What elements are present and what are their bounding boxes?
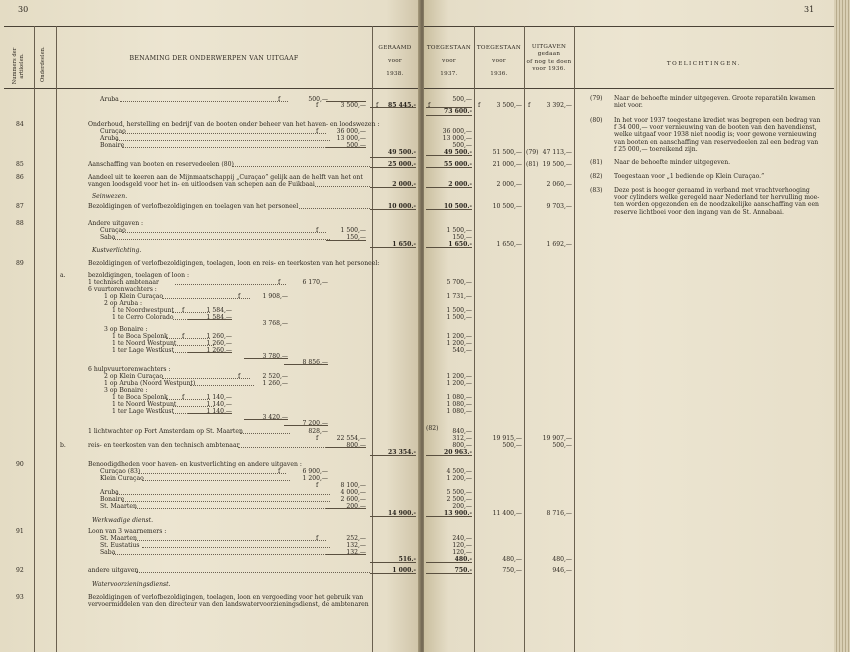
amount-uitgaven-1936: 946,— [552,567,572,574]
subtotal-rule [188,352,232,353]
note-ref: (81) [526,161,539,168]
amount-toegestaan-1937: 1 650.- [448,241,472,248]
item-description: 1 ter Lage Westkust [112,408,174,415]
item-description: 1 ter Lage Westkust [112,347,174,354]
item-description: Bezoldigingen of verlofbezoldigingen, toelagen, loon en reis- en teerkosten van het personeel: [88,260,380,267]
currency-f: f [428,102,431,109]
amount-toegestaan-1937: 312,— [452,435,472,442]
currency-f: f [316,128,319,135]
right-page [424,0,834,652]
item-description: vangen loodsgeld voor het in- en uitloodsen van schepen aan de Fuikbaai [88,181,315,188]
item-description: andere uitgaven [88,567,139,574]
amount-toegestaan-1937: 20 963.- [444,449,472,456]
amount-geraamd: 516.- [398,556,416,563]
header-top-rule [4,26,420,27]
subtotal-rule [188,413,232,414]
subtotal-rule [326,240,366,241]
amount: 7 200,— [302,420,328,427]
right-page-number: 31 [804,5,815,14]
amount: 500,— [346,142,366,149]
item-description: Andere uitgaven : [88,220,144,227]
amount-geraamd: 25 000.- [388,161,416,168]
amount-toegestaan-1937: 13 000,— [442,135,472,142]
amount: 3 420,— [262,414,288,421]
amount-toegestaan-1937: 1 731,— [446,293,472,300]
subtotal-rule [370,107,416,108]
article-number: 86 [16,174,24,181]
amount-toegestaan-1937: 120,— [452,542,472,549]
amount: 252,— [346,535,366,542]
amount-toegestaan-1937: 120,— [452,549,472,556]
amount-toegestaan-1937: 73 600.- [444,108,472,115]
amount-uitgaven-1936: 480,— [552,556,572,563]
subtotal-rule [326,101,366,102]
amount-toegestaan-1936: 750,— [502,567,522,574]
amount: 13 000,— [336,135,366,142]
subtotal-rule [426,167,472,168]
currency-f: f [182,394,185,401]
item-description: Curaçao (83) [100,468,141,475]
amount: 500,— [308,96,328,103]
subtotal-rule [188,319,232,320]
amount-toegestaan-1936: 480,— [502,556,522,563]
col-rule-t36 [524,26,525,652]
item-description: bezoldigingen, toelagen of loon : [88,272,190,279]
subtotal-rule [370,157,416,158]
note-text: niet voor. [614,102,643,110]
amount-toegestaan-1936: 500,— [502,442,522,449]
currency-f: f [182,307,185,314]
item-description: 1 technisch ambtenaar [88,279,159,286]
currency-f: f [478,102,481,109]
item-description: 2 op Klein Curaçao [104,373,164,380]
amount-toegestaan-1936: 11 400,— [492,510,522,517]
note-ref: (83) [590,187,603,194]
leader-dots [136,572,370,573]
amount: 1 260,— [206,347,232,354]
amount: 8 856,— [302,359,328,366]
amount-toegestaan-1937: 240,— [452,535,472,542]
subtotal-rule [370,167,416,168]
amount-geraamd: 23 354.- [388,449,416,456]
amount: 150,— [346,234,366,241]
item-description: 1 lichtwachter op Fort Amsterdam op St. Maarten [88,428,243,435]
amount-toegestaan-1937: 200,— [452,503,472,510]
leader-dots [315,186,370,187]
subtotal-rule [370,562,416,563]
item-description: 1 te Cerro Colorado [112,314,174,321]
item-description: St. Maarten [100,503,137,510]
item-description: Aruba [100,135,119,142]
col-rule-ond [56,26,57,652]
currency-f: f [376,102,379,109]
item-description: Kustverlichting. [92,247,142,254]
header-bottom-rule [4,88,420,89]
item-description: Bonaire [100,496,125,503]
item-description: Benoodigdheden voor haven- en kustverlichting en andere uitgaven : [88,461,302,468]
subtotal-rule [426,516,472,517]
amount: 1 908,— [262,293,288,300]
leader-dots [240,433,290,434]
amount: 1 260,— [262,380,288,387]
amount-toegestaan-1936: 21 000,— [492,161,522,168]
article-number: 91 [16,528,24,535]
item-description: 1 te Noord Westpunt [112,401,177,408]
amount: 3 780,— [262,353,288,360]
leader-dots [113,239,330,240]
currency-f: f [316,535,319,542]
subtotal-rule [326,554,366,555]
amount-toegestaan-1937: 750.- [454,567,472,574]
amount-uitgaven-1936: 47 113,— [542,149,572,156]
note-ref: (82) [426,425,439,432]
amount: 200,— [346,503,366,510]
subtotal-rule [370,516,416,517]
note-text: Toegestaan voor „1 bediende op Klein Curaçao.” [614,173,765,180]
currency-f: f [278,279,281,286]
amount-toegestaan-1937: 1 080,— [446,408,472,415]
header-toegestaan-1937: TOEGESTAAN voor 1937. [426,45,472,78]
item-description: 1 te Noord Westpunt [112,340,177,347]
leader-dots [232,166,370,167]
note-text: reserve lichtboei voor den ingang van de St. Annabaai. [614,208,784,216]
amount-toegestaan-1937: 49 500.- [444,149,472,156]
amount-uitgaven-1936: 19 907,— [542,435,572,442]
note-text: Naar de behoefte minder uitgegeven. [614,159,731,166]
header-top-rule-right [424,26,834,27]
amount: 1 260,— [206,333,232,340]
amount-toegestaan-1937: 13 900.- [444,510,472,517]
amount: 36 000,— [336,128,366,135]
subtotal-rule [284,364,328,365]
amount-toegestaan-1937: 36 000,— [442,128,472,135]
amount-toegestaan-1937: 1 080,— [446,394,472,401]
subtotal-rule [426,155,472,156]
header-toegestaan-1936: TOEGESTAAN voor 1936. [476,45,522,78]
amount: 1 500,— [340,227,366,234]
item-description: 1 op Klein Curaçao [104,293,164,300]
header-toelichtingen: TOELICHTINGEN. [666,61,742,67]
item-description: Saba [100,549,116,556]
header-geraamd: GERAAMD voor 1938. [378,45,412,78]
subtotal-rule [370,247,416,248]
leader-dots [175,284,286,285]
amount-toegestaan-1936: 1 650,— [496,241,522,248]
amount: 4 000,— [340,489,366,496]
item-description: St. Maarten [100,535,137,542]
amount-toegestaan-1937: 150,— [452,234,472,241]
note-text: welke uitgaaf voor 1938 niet noodig is; voor gewone vernieuwing [614,131,817,139]
amount-toegestaan-1937: 840,— [452,428,472,435]
subtotal-rule [326,147,366,148]
amount-toegestaan-1937: 2 500,— [446,496,472,503]
note-text: f 34 000,— voor vernieuwing van de booten van den havendienst, [614,124,817,132]
subtotal-rule [426,455,472,456]
amount-toegestaan-1937: 55 000.- [444,161,472,168]
item-description: 1 te Boca Spelonk [112,333,168,340]
amount: 2 600,— [340,496,366,503]
subtotal-rule [426,562,472,563]
item-description: Seinwezen. [92,193,128,200]
amount-geraamd: 85 445.- [388,102,416,109]
amount: 6 170,— [302,279,328,286]
article-number: 85 [16,161,24,168]
amount: 1 584,— [206,314,232,321]
amount-toegestaan-1937: 500,— [452,142,472,149]
item-description: Aruba [100,96,119,103]
item-description: Aruba [100,489,119,496]
leader-dots [142,547,330,548]
item-description: 3 op Bonaire : [104,326,148,333]
amount-toegestaan-1937: 1 200,— [446,380,472,387]
item-description: Bonaire [100,142,125,149]
amount-uitgaven-1936: 19 500,— [542,161,572,168]
amount-toegestaan-1937: 5 700,— [446,279,472,286]
subtotal-rule [370,187,416,188]
currency-f: f [182,333,185,340]
amount-uitgaven-1936: 9 703,— [546,203,572,210]
col-rule-u36 [574,26,575,652]
currency-f: f [528,102,531,109]
amount: 132,— [346,549,366,556]
amount: 22 554,— [336,435,366,442]
item-description: Bezoldigingen of verlofbezoldigingen en toelagen van het personeel [88,203,299,210]
leader-dots [113,554,330,555]
header-uitgaven-1936: UITGAVEN gedaan of nog te doen voor 1936. [526,44,572,73]
item-description: 3 op Bonaire : [104,387,148,394]
leader-dots [120,101,288,102]
leader-dots [122,501,330,502]
amount: 1 140,— [206,408,232,415]
item-description: Aandeel uit te keeren aan de Mijnmaatschappij „Curaçao” gelijk aan de helft van het ont [88,174,363,181]
note-text: Deze post is hooger geraamd in verband met vrachtverhooging [614,187,810,194]
amount: 132,— [346,542,366,549]
amount-toegestaan-1937: 1 200,— [446,333,472,340]
item-description: Saba [100,234,116,241]
amount: 1 140,— [206,401,232,408]
note-text: f 25 000,— toereikend zijn. [614,145,698,153]
amount-toegestaan-1937: 1 500,— [446,227,472,234]
note-ref: (81) [590,159,603,166]
amount-toegestaan-1937: 4 500,— [446,468,472,475]
item-description: St. Eustatius [100,542,140,549]
amount: 2 520,— [262,373,288,380]
amount-toegestaan-1937: 480.- [454,556,472,563]
amount-geraamd: 1 000.- [392,567,416,574]
col-rule-t37 [474,26,475,652]
currency-f: f [316,482,319,489]
header-ond: Onderdeelen. [40,46,46,82]
article-number: 84 [16,121,24,128]
currency-f: f [316,227,319,234]
amount-geraamd: 14 900.- [388,510,416,517]
left-page-number: 30 [18,5,29,14]
amount-uitgaven-1936: 500,— [552,442,572,449]
subtotal-rule [244,358,288,359]
note-text: voor cylinders welke geregeld naar Nederland ter hervulling moe- [614,194,820,202]
leader-dots [122,133,326,134]
article-number: 88 [16,220,24,227]
amount-uitgaven-1936: 2 060,— [546,181,572,188]
subtotal-rule [284,425,328,426]
subtotal-rule [244,419,288,420]
subtotal-rule [326,508,366,509]
note-ref: (82) [590,173,603,180]
subtotal-rule [426,187,472,188]
article-number: 87 [16,203,24,210]
item-description: Curaçao [100,227,126,234]
leader-dots [238,447,330,448]
leader-dots [138,473,286,474]
currency-f: f [316,102,319,109]
amount-uitgaven-1936: 3 392,— [546,102,572,109]
item-description: Loon van 3 waarnemers : [88,528,167,535]
col-rule-art [34,26,35,652]
item-description: 1 te Boca Spelonk [112,394,168,401]
leader-dots [116,494,330,495]
leader-dots [122,232,326,233]
item-description: Werkwadige dienst. [92,517,154,524]
subtotal-rule [426,573,472,574]
amount: 1 584,— [206,307,232,314]
note-text: van booten en aanschaffing van reservedeelen zal een bedrag van [614,138,819,146]
amount-toegestaan-1937: 5 500,— [446,489,472,496]
amount: 1 260,— [206,340,232,347]
amount: 828,— [308,428,328,435]
leader-dots [122,147,330,148]
article-number: 89 [16,260,24,267]
amount-geraamd: 10 000.- [388,203,416,210]
item-description: Onderhoud, herstelling en bedrijf van de booten onder beheer van het haven- en loodswezen : [88,121,380,128]
item-description: 6 hulpvuurtorenwachters : [88,366,171,373]
item-description: Klein Curaçao [100,475,144,482]
leader-dots [135,540,326,541]
amount-toegestaan-1936: 2 000,— [496,181,522,188]
amount-toegestaan-1937: 1 200,— [446,340,472,347]
subtotal-rule [370,455,416,456]
item-description: 6 vuurtorenwachters : [88,286,157,293]
subtotal-rule [370,209,416,210]
note-text: Naar de behoefte minder uitgegeven. Groote reparatiën kwamen [614,95,816,102]
amount-toegestaan-1937: 1 080,— [446,401,472,408]
amount-toegestaan-1937: 1 200,— [446,475,472,482]
article-number: 93 [16,594,24,601]
amount: 6 900,— [302,468,328,475]
note-ref: (79) [590,95,603,102]
amount: 3 768,— [262,320,288,327]
amount: 1 140,— [206,394,232,401]
amount-toegestaan-1936: 3 500,— [496,102,522,109]
subtotal-rule [370,573,416,574]
amount-uitgaven-1936: 1 692,— [546,241,572,248]
amount-toegestaan-1937: 1 500,— [446,307,472,314]
article-number: 90 [16,461,24,468]
leader-dots [135,508,330,509]
leader-dots [142,480,290,481]
amount-toegestaan-1937: 500,— [452,96,472,103]
amount-geraamd: 1 650.- [392,241,416,248]
amount-uitgaven-1936: 8 716,— [546,510,572,517]
currency-f: f [316,435,319,442]
header-bottom-rule-right [424,88,834,89]
leader-dots [162,378,250,379]
amount: 8 100,— [340,482,366,489]
subtotal-rule [426,247,472,248]
item-description: Aanschaffing van booten en reservedeelen (80) [88,161,234,168]
header-art: Nummers der artikelen. [12,47,25,85]
amount: 800,— [346,442,366,449]
amount-toegestaan-1937: 540,— [452,347,472,354]
leader-dots [299,208,370,209]
amount-toegestaan-1937: 1 200,— [446,373,472,380]
subtotal-rule [426,209,472,210]
subtotal-rule [326,447,366,448]
item-description: 1 op Aruba (Noord Westpunt) [104,380,196,387]
currency-f: f [238,373,241,380]
article-number: 92 [16,567,24,574]
subtotal-rule [426,107,472,108]
item-description: reis- en teerkosten van den technisch ambtenaar [88,442,240,449]
amount-toegestaan-1937: 1 500,— [446,314,472,321]
sub-letter: a. [60,272,66,279]
page-stack-edge [834,0,850,652]
note-ref: (80) [590,117,603,124]
note-text: ten worden opgezonden en de noodzakelijke aanschaffing van een [614,201,819,209]
amount-toegestaan-1936: 51 500,— [492,149,522,156]
amount-toegestaan-1936: 10 500,— [492,203,522,210]
item-description: 2 op Aruba : [104,300,143,307]
note-ref: (79) [526,149,539,156]
currency-f: f [278,468,281,475]
item-description: vervoermiddelen van den directeur van den landswatervoorzieningsdienst, de ambtenaren [88,601,369,608]
leader-dots [116,140,330,141]
amount-toegestaan-1937: 800,— [452,442,472,449]
amount-geraamd: 2 000.- [392,181,416,188]
header-benaming: BENAMING DER ONDERWERPEN VAN UITGAAF [129,55,299,62]
leader-dots [162,298,250,299]
amount: 3 500,— [340,102,366,109]
item-description: Watervoorzieningsdienst. [92,581,171,588]
item-description: Bezoldigingen of verlofbezoldigingen, toelagen, loon en vergoeding voor het gebruik van [88,594,364,601]
amount-toegestaan-1936: 19 915,— [492,435,522,442]
amount-toegestaan-1937: 2 000.- [448,181,472,188]
subtotal-rule [426,115,472,116]
sub-letter: b. [60,442,66,449]
item-description: 1 te Noordwestpunt [112,307,174,314]
left-page [0,0,420,652]
amount-toegestaan-1937: 10 500.- [444,203,472,210]
currency-f: f [278,96,281,103]
amount-geraamd: 49 500.- [388,149,416,156]
amount: 1 200,— [302,475,328,482]
currency-f: f [238,293,241,300]
note-text: In het voor 1937 toegestane krediet was begrepen een bedrag van [614,117,821,124]
item-description: Curaçao [100,128,126,135]
